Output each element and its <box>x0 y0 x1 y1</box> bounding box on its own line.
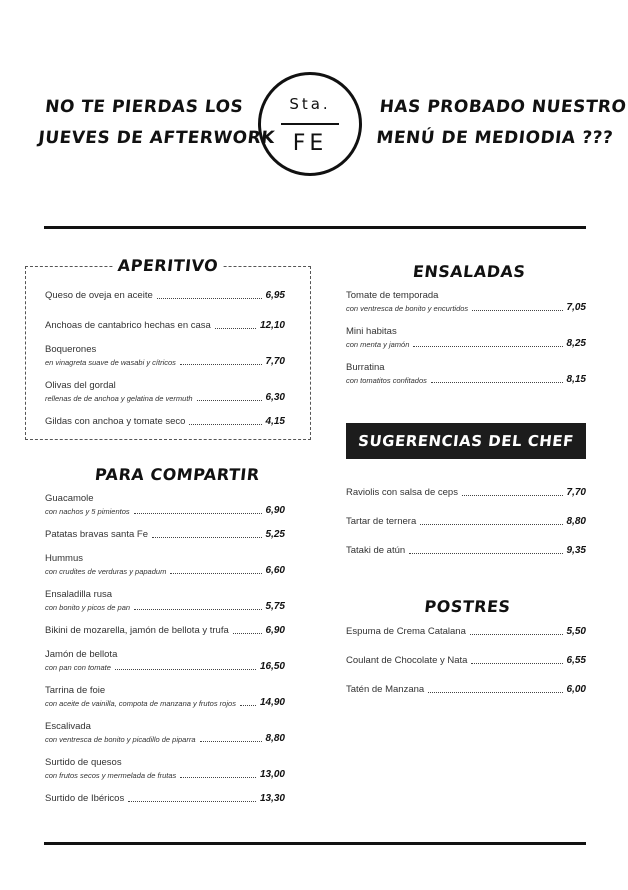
dot-leader <box>431 382 563 383</box>
dot-leader <box>240 705 256 706</box>
menu-item-name: Hummus <box>45 553 84 564</box>
menu-item-name: Jamón de bellota <box>45 649 118 660</box>
menu-item-name: Guacamole <box>45 493 94 504</box>
dot-leader <box>128 801 256 802</box>
dot-leader <box>180 777 256 778</box>
menu-item-price: 16,50 <box>259 661 285 672</box>
menu-item-description: con bonito y picos de pan <box>45 603 131 612</box>
menu-item-name: Tartar de ternera <box>346 516 417 527</box>
menu-item <box>45 290 285 302</box>
menu-item-price: 8,25 <box>566 338 586 349</box>
menu-item-name: Escalivada <box>45 721 91 732</box>
menu-item-price: 7,05 <box>566 302 586 313</box>
menu-item-row <box>346 655 586 667</box>
menu-item-description: con ventresca de bonito y encurtidos <box>346 304 469 313</box>
menu-item-name: Tataki de atún <box>346 545 406 556</box>
dot-leader <box>197 400 262 401</box>
dot-leader <box>413 346 562 347</box>
menu-item-description: con aceite de vainilla, compota de manzana y frutos rojos <box>45 699 236 708</box>
dot-leader <box>420 524 562 525</box>
menu-item-row <box>45 416 285 428</box>
menu-item <box>45 553 285 577</box>
logo-top-text: Sta. <box>289 95 331 113</box>
menu-item-price: 5,75 <box>265 601 285 612</box>
menu-item-price: 13,00 <box>259 769 285 780</box>
menu-item-row <box>346 487 586 499</box>
postres-title: POSTRES <box>423 597 512 616</box>
menu-item <box>346 487 586 499</box>
menu-item-row <box>45 601 285 613</box>
menu-item-row <box>45 793 285 805</box>
menu-item-name: Surtido de Ibéricos <box>45 793 125 804</box>
dot-leader <box>471 663 562 664</box>
menu-item-row <box>45 392 285 404</box>
menu-item-row <box>45 733 285 745</box>
menu-item-name: Tatén de Manzana <box>346 684 425 695</box>
aperitivo-list <box>45 290 285 428</box>
menu-item-row <box>45 356 285 368</box>
menu-item-row <box>346 545 586 557</box>
menu-item <box>346 626 586 638</box>
logo-bottom-text: FE <box>292 131 328 156</box>
menu-item-name: Tarrina de foie <box>45 685 106 696</box>
menu-item <box>346 516 586 528</box>
menu-item-price: 6,30 <box>265 392 285 403</box>
menu-item-price: 6,90 <box>265 505 285 516</box>
menu-item-price: 6,95 <box>265 290 285 301</box>
dot-leader <box>152 537 262 538</box>
menu-item-row <box>45 529 285 541</box>
menu-item-name: Queso de oveja en aceite <box>45 290 153 301</box>
menu-item-name: Espuma de Crema Catalana <box>346 626 466 637</box>
menu-item-row <box>346 338 586 350</box>
dot-leader <box>180 364 262 365</box>
menu-item-price: 13,30 <box>259 793 285 804</box>
menu-item-description: rellenas de de anchoa y gelatina de vermuth <box>45 394 193 403</box>
menu-item-row <box>45 290 285 302</box>
dot-leader <box>472 310 562 311</box>
menu-item-row <box>45 661 285 673</box>
menu-item-name: Bikini de mozarella, jamón de bellota y trufa <box>45 625 229 636</box>
afterwork-promo-line-1: NO TE PIERDAS LOS <box>44 97 245 117</box>
dot-leader <box>189 424 261 425</box>
menu-item-name: Surtido de quesos <box>45 757 122 768</box>
dot-leader <box>134 513 262 514</box>
menu-item-description: con frutos secos y mermelada de frutas <box>45 771 177 780</box>
menu-item-name: Olivas del gordal <box>45 380 116 391</box>
menu-item-name: Boquerones <box>45 344 97 355</box>
menu-item-row <box>45 769 285 781</box>
ensaladas-list <box>346 290 586 386</box>
menu-item-row <box>45 505 285 517</box>
menu-item-price: 6,55 <box>566 655 586 666</box>
menu-item-description: con nachos y 5 pimientos <box>45 507 130 516</box>
para-compartir-title: PARA COMPARTIR <box>94 465 261 484</box>
menu-item <box>45 416 285 428</box>
top-divider <box>44 226 586 229</box>
menu-item-description: en vinagreta suave de wasabi y cítricos <box>45 358 176 367</box>
menu-item-price: 8,80 <box>265 733 285 744</box>
menu-item-price: 14,90 <box>259 697 285 708</box>
menu-item <box>45 493 285 517</box>
menu-item <box>45 649 285 673</box>
dot-leader <box>115 669 256 670</box>
afterwork-promo <box>37 92 276 154</box>
menu-item <box>45 793 285 805</box>
menu-item-description: con pan con tomate <box>45 663 111 672</box>
menu-item-price: 7,70 <box>566 487 586 498</box>
lunch-menu-promo <box>375 92 628 154</box>
menu-item-price: 8,80 <box>566 516 586 527</box>
menu-item-row <box>346 516 586 528</box>
menu-item-name: Tomate de temporada <box>346 290 439 301</box>
menu-item <box>45 589 285 613</box>
santa-fe-logo <box>258 72 362 176</box>
menu-item <box>45 344 285 368</box>
menu-item-price: 5,50 <box>566 626 586 637</box>
menu-item <box>45 625 285 637</box>
menu-item <box>346 684 586 696</box>
lunch-menu-promo-line-1: HAS PROBADO NUESTRO <box>378 97 628 117</box>
menu-item <box>346 362 586 386</box>
menu-item-price: 12,10 <box>259 320 285 331</box>
menu-item <box>346 290 586 314</box>
dot-leader <box>409 553 562 554</box>
menu-item-name: Anchoas de cantabrico hechas en casa <box>45 320 211 331</box>
menu-item <box>346 326 586 350</box>
menu-item-price: 6,90 <box>265 625 285 636</box>
menu-item-name: Patatas bravas santa Fe <box>45 529 148 540</box>
menu-item-name: Ensaladilla rusa <box>45 589 113 600</box>
dot-leader <box>134 609 261 610</box>
menu-item-price: 6,00 <box>566 684 586 695</box>
menu-item-price: 7,70 <box>265 356 285 367</box>
menu-item-row <box>346 684 586 696</box>
bottom-divider <box>44 842 586 845</box>
afterwork-promo-line-2: JUEVES DE AFTERWORK <box>37 128 276 148</box>
menu-item-description: con ventresca de bonito y picadillo de piparra <box>45 735 196 744</box>
ensaladas-title: ENSALADAS <box>412 262 527 281</box>
menu-item-price: 4,15 <box>265 416 285 427</box>
dot-leader <box>157 298 262 299</box>
menu-item-row <box>45 697 285 709</box>
lunch-menu-promo-line-2: MENÚ DE MEDIODIA ??? <box>375 128 615 148</box>
dot-leader <box>462 495 563 496</box>
menu-item <box>45 529 285 541</box>
menu-item <box>45 685 285 709</box>
menu-item-row <box>346 374 586 386</box>
sugerencias-list <box>346 487 586 557</box>
menu-item-price: 8,15 <box>566 374 586 385</box>
sugerencias-title: SUGERENCIAS DEL CHEF <box>357 432 575 450</box>
menu-item-price: 9,35 <box>566 545 586 556</box>
dot-leader <box>428 692 562 693</box>
menu-item-name: Gildas con anchoa y tomate seco <box>45 416 186 427</box>
dot-leader <box>200 741 262 742</box>
menu-item-price: 5,25 <box>265 529 285 540</box>
dot-leader <box>470 634 563 635</box>
aperitivo-title: APERITIVO <box>112 256 224 275</box>
menu-item-description: con menta y jamón <box>346 340 410 349</box>
logo-divider <box>281 123 339 125</box>
menu-item <box>346 655 586 667</box>
menu-item-row <box>45 625 285 637</box>
menu-item <box>346 545 586 557</box>
menu-item-row <box>45 565 285 577</box>
menu-item <box>45 721 285 745</box>
dot-leader <box>170 573 261 574</box>
menu-item <box>45 380 285 404</box>
dot-leader <box>233 633 262 634</box>
menu-item-row <box>346 626 586 638</box>
postres-list <box>346 626 586 696</box>
dot-leader <box>215 328 256 329</box>
menu-item-name: Raviolis con salsa de ceps <box>346 487 458 498</box>
menu-item-price: 6,60 <box>265 565 285 576</box>
menu-item-description: con crudites de verduras y papadum <box>45 567 167 576</box>
menu-item-row <box>346 302 586 314</box>
menu-item <box>45 320 285 332</box>
menu-item <box>45 757 285 781</box>
menu-item-name: Mini habitas <box>346 326 397 337</box>
menu-item-name: Coulant de Chocolate y Nata <box>346 655 468 666</box>
para-compartir-list <box>45 493 285 805</box>
menu-item-description: con tomatitos confitados <box>346 376 427 385</box>
menu-item-name: Burratina <box>346 362 385 373</box>
sugerencias-banner <box>346 423 586 459</box>
menu-item-row <box>45 320 285 332</box>
